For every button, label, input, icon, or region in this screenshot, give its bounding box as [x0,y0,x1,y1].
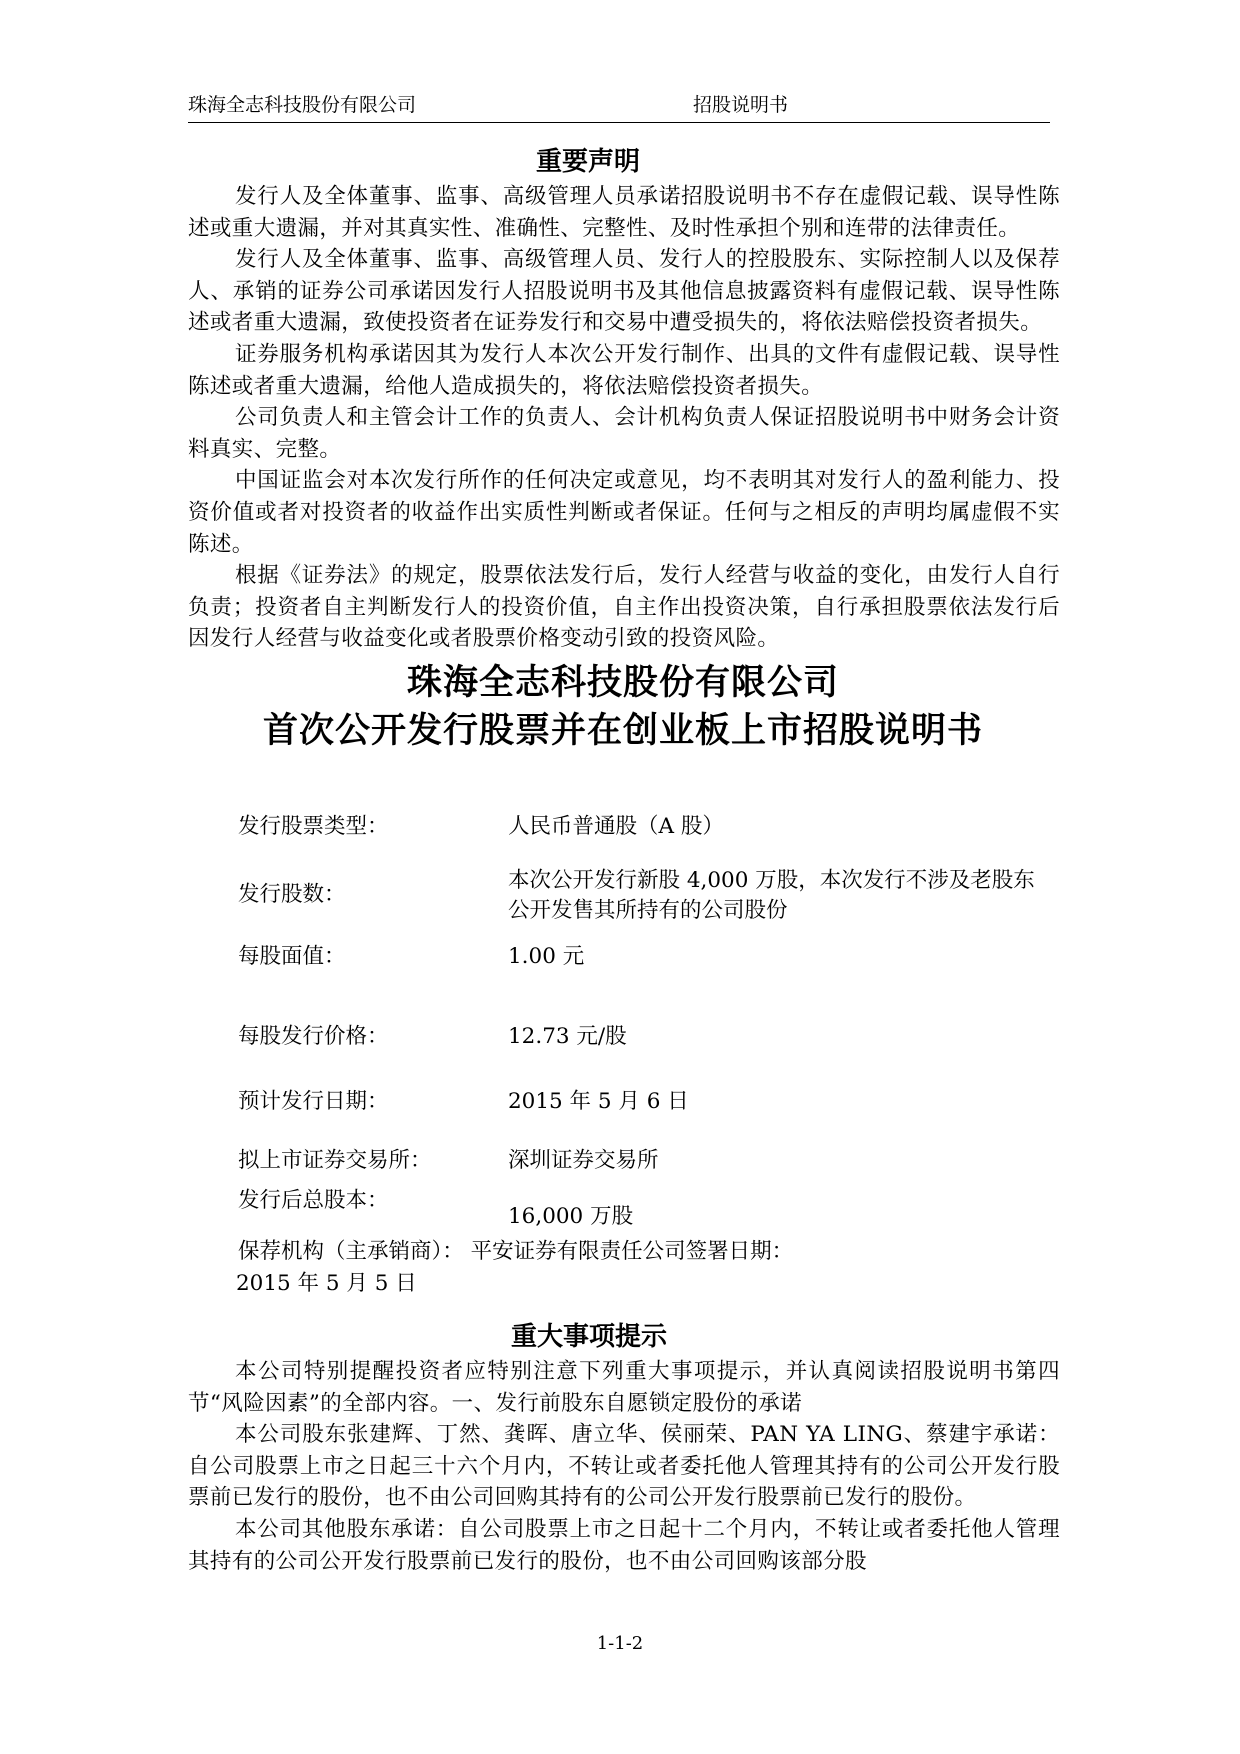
offering-date-label: 预计发行日期： [238,1089,389,1114]
offering-price-label: 每股发行价格： [238,1024,389,1049]
offering-date-value: 2015 年 5 月 6 日 [508,1089,689,1114]
major-matters-title: 重大事项提示 [510,1322,667,1352]
offering-par-label: 每股面值： [238,944,346,969]
notice-paragraph: 证券服务机构承诺因其为发行人本次公开发行制作、出具的文件有虚假记载、误导性陈述或者重大遗漏，给他人造成损失的，将依法赔偿投资者损失。 [188,341,1060,399]
matters-paragraph: 本公司股东张建辉、丁然、龚晖、唐立华、侯丽荣、PAN YA LING、蔡建宇承诺：自公司股票上市之日起三十六个月内，不转让或者委托他人管理其持有的公司公开发行股票前已发行的股份，也不由公司回购其持有的公司公开发行股票前已发行的股份。 [188,1422,1060,1511]
notice-paragraph: 公司负责人和主管会计工作的负责人、会计机构负责人保证招股说明书中财务会计资料真实、完整。 [188,405,1060,462]
document-title-company: 珠海全志科技股份有限公司 [406,661,839,703]
offering-total-value: 16,000 万股 [508,1204,634,1229]
offering-type-label: 发行股票类型： [238,814,389,839]
offering-shares-label: 发行股数： [238,882,346,907]
sign-date: 2015 年 5 月 5 日 [236,1271,417,1296]
header-company-name: 珠海全志科技股份有限公司 [188,94,417,116]
important-notice-title: 重要声明 [535,147,640,177]
offering-total-label: 发行后总股本： [238,1188,389,1213]
notice-paragraph: 中国证监会对本次发行所作的任何决定或意见，均不表明其对发行人的盈利能力、投资价值或者对投资者的收益作出实质性判断或者保证。任何与之相反的声明均属虚假不实陈述。 [188,468,1060,557]
offering-price-value: 12.73 元/股 [508,1024,627,1049]
offering-par-value: 1.00 元 [508,944,585,969]
document-title-main: 首次公开发行股票并在创业板上市招股说明书 [262,709,983,751]
offering-exchange-value: 深圳证券交易所 [508,1148,659,1173]
notice-paragraph: 根据《证券法》的规定，股票依法发行后，发行人经营与收益的变化，由发行人自行负责；投资者自主判断发行人的投资价值，自主作出投资决策，自行承担股票依法发行后因发行人经营与收益变化或者股票价格变动引致的投资风险。 [188,563,1060,652]
offering-shares-value: 本次公开发行新股 4,000 万股，本次发行不涉及老股东公开发售其所持有的公司股份 [508,868,1035,923]
matters-paragraph: 本公司其他股东承诺：自公司股票上市之日起十二个月内，不转让或者委托他人管理其持有的公司公开发行股票前已发行的股份，也不由公司回购该部分股 [188,1516,1060,1574]
page-number: 1-1-2 [596,1633,644,1654]
offering-exchange-label: 拟上市证券交易所： [238,1148,432,1173]
matters-paragraph: 本公司特别提醒投资者应特别注意下列重大事项提示，并认真阅读招股说明书第四节“风险因素”的全部内容。一、发行前股东自愿锁定股份的承诺 [188,1359,1060,1416]
major-matters-section [188,1318,1060,1577]
header-document-type: 招股说明书 [693,94,789,116]
notice-paragraph: 发行人及全体董事、监事、高级管理人员、发行人的控股股东、实际控制人以及保荐人、承销的证券公司承诺因发行人招股说明书及其他信息披露资料有虚假记载、误导性陈述或者重大遗漏，致使投资者在证券发行和交易中遭受损失的，将依法赔偿投资者损失。 [188,247,1060,336]
offering-type-value: 人民币普通股（A 股） [508,814,724,839]
notice-paragraph: 发行人及全体董事、监事、高级管理人员承诺招股说明书不存在虚假记载、误导性陈述或重大遗漏，并对其真实性、准确性、完整性、及时性承担个别和连带的法律责任。 [188,184,1060,241]
sponsor-line: 保荐机构（主承销商）： 平安证券有限责任公司签署日期： [238,1239,794,1264]
